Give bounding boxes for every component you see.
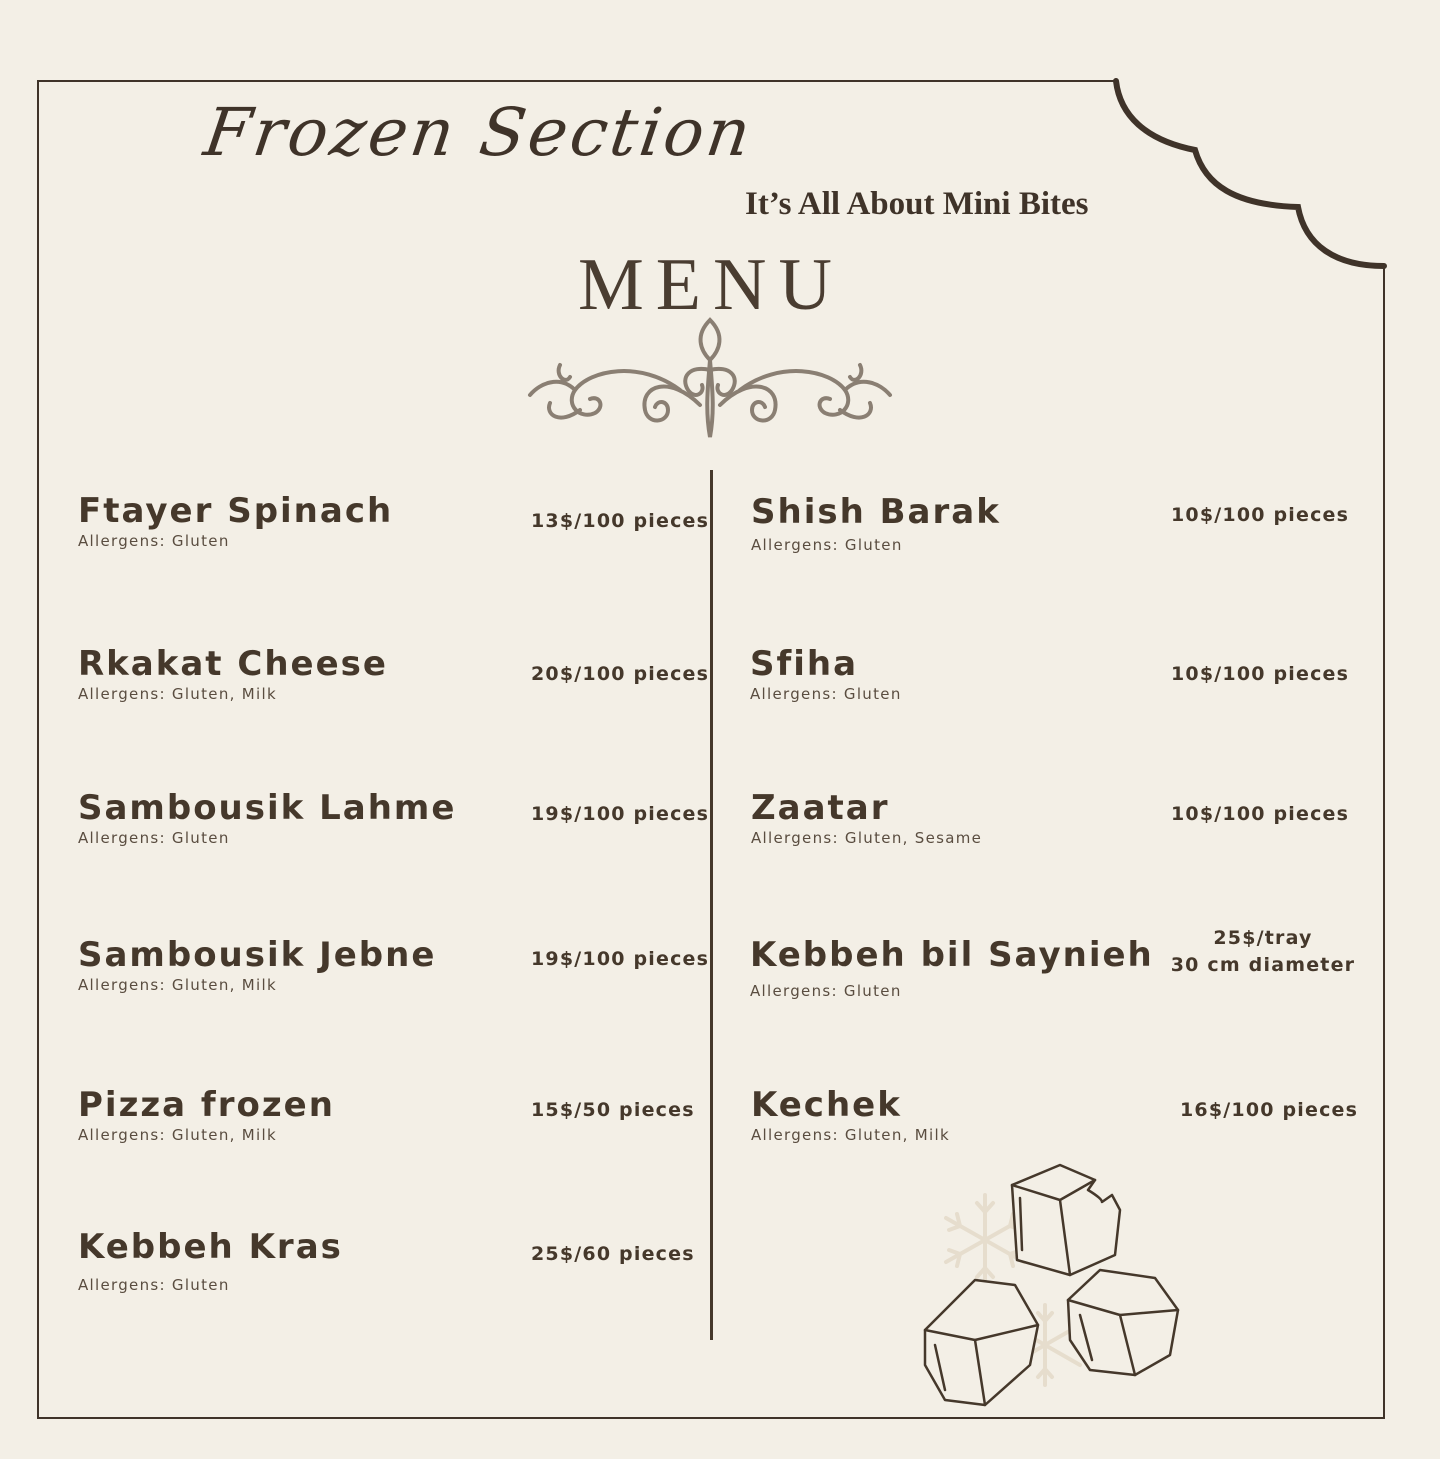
item-name: Sambousik Lahme <box>78 788 457 828</box>
item-name: Kechek <box>751 1085 902 1125</box>
menu-item <box>751 788 983 847</box>
item-name: Shish Barak <box>751 492 1001 532</box>
item-price: 20$/100 pieces <box>531 663 710 685</box>
menu-item <box>78 1085 335 1144</box>
item-allergens: Allergens: Gluten <box>78 531 230 550</box>
flourish-ornament-icon <box>520 315 900 445</box>
item-price: 19$/100 pieces <box>531 803 710 825</box>
item-price: 25$/60 pieces <box>531 1243 695 1265</box>
menu-item <box>750 935 1154 1000</box>
item-allergens: Allergens: Gluten, Milk <box>78 684 277 703</box>
item-name: Zaatar <box>751 788 890 828</box>
item-allergens: Allergens: Gluten <box>750 981 902 1000</box>
item-allergens: Allergens: Gluten <box>751 535 903 554</box>
menu-item <box>78 491 394 550</box>
item-allergens: Allergens: Gluten, Milk <box>751 1125 950 1144</box>
menu-item <box>751 1085 950 1144</box>
price-line-2: 30 cm diameter <box>1170 954 1356 976</box>
item-name: Rkakat Cheese <box>78 644 388 684</box>
item-name: Ftayer Spinach <box>78 491 394 531</box>
item-price <box>1170 925 1356 979</box>
script-title: Frozen Section <box>199 94 758 171</box>
item-name: Kebbeh Kras <box>78 1227 343 1267</box>
item-allergens: Allergens: Gluten, Sesame <box>751 828 983 847</box>
price-line-1: 25$/tray <box>1213 927 1313 949</box>
menu-item <box>750 644 902 703</box>
menu-item <box>78 1227 343 1294</box>
item-allergens: Allergens: Gluten <box>750 684 902 703</box>
item-allergens: Allergens: Gluten <box>78 1275 230 1294</box>
item-name: Sfiha <box>750 644 859 684</box>
tagline: It’s All About Mini Bites <box>745 186 1089 222</box>
menu-item <box>78 935 437 994</box>
menu-heading: MENU <box>578 244 844 326</box>
item-price: 10$/100 pieces <box>1171 803 1350 825</box>
item-price: 10$/100 pieces <box>1171 504 1350 526</box>
ice-cubes-icon <box>920 1150 1200 1410</box>
item-allergens: Allergens: Gluten <box>78 828 230 847</box>
item-name: Sambousik Jebne <box>78 935 437 975</box>
column-divider <box>710 470 713 1340</box>
item-price: 16$/100 pieces <box>1180 1099 1359 1121</box>
scalloped-corner-icon <box>1116 81 1384 266</box>
item-name: Pizza frozen <box>78 1085 335 1125</box>
menu-item <box>78 644 388 703</box>
item-allergens: Allergens: Gluten, Milk <box>78 975 277 994</box>
item-price: 15$/50 pieces <box>531 1099 695 1121</box>
menu-item <box>751 492 1001 554</box>
item-price: 10$/100 pieces <box>1171 663 1350 685</box>
menu-item <box>78 788 457 847</box>
item-price: 13$/100 pieces <box>531 510 710 532</box>
item-price: 19$/100 pieces <box>531 948 710 970</box>
item-name: Kebbeh bil Saynieh <box>750 935 1154 975</box>
item-allergens: Allergens: Gluten, Milk <box>78 1125 277 1144</box>
